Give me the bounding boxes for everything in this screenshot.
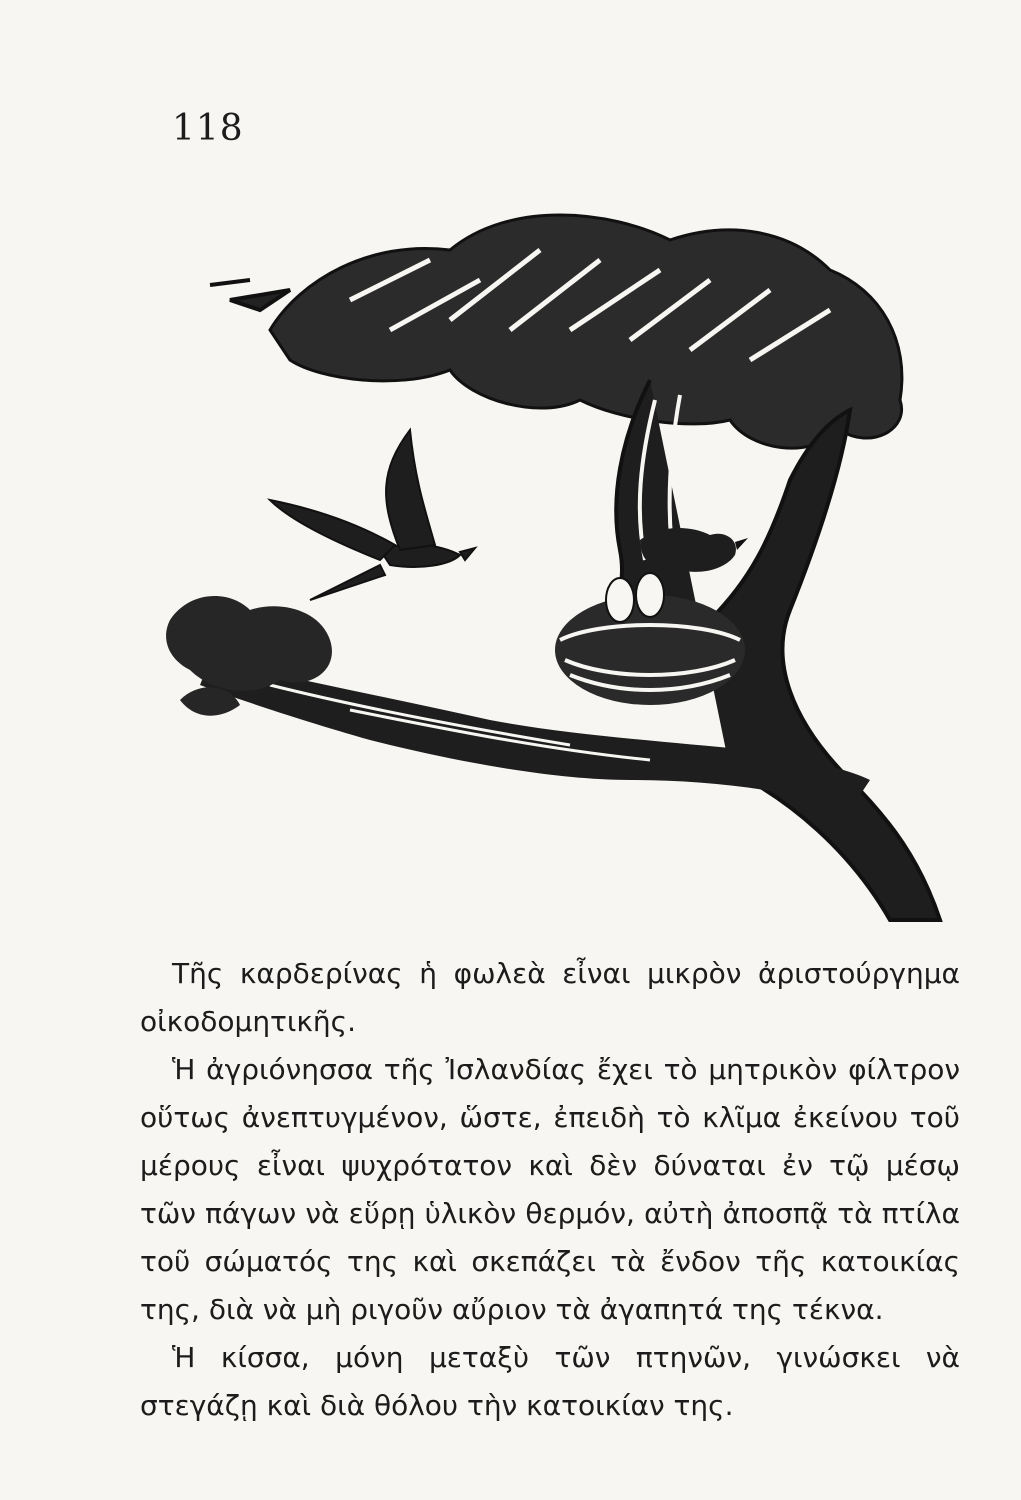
paragraph-iceland-duck: Ἡ ἀγριόνησσα τῆς Ἰσλανδίας ἔχει τὸ μητρικὸν φίλτρον οὕτως ἀνεπτυγμένον, ὥστε, ἐπειδὴ τὸ κλῖμα ἐκείνου τοῦ μέρους εἶναι ψυχρότατον καὶ δὲν δύναται ἐν τῷ μέσῳ τῶν πάγων νὰ εὕρῃ ὑλικὸν θερμόν, αὐτὴ ἀποσπᾷ τὰ πτίλα τοῦ σώματός της καὶ σκεπάζει τὰ ἔνδον τῆς κατοικίας της, διὰ νὰ μὴ ριγοῦν αὔριον τὰ ἀγαπητά της τέκνα. [140,1053,960,1326]
page-number: 118 [172,108,244,149]
paragraph-magpie: Ἡ κίσσα, μόνη μεταξὺ τῶν πτηνῶν, γινώσκει νὰ στεγάζῃ καὶ διὰ θόλου τὴν κατοικίαν της. [140,1341,960,1422]
bird-nest-illustration [150,180,950,940]
paragraph-goldfinch: Τῆς καρδερίνας ἡ φωλεὰ εἶναι μικρὸν ἀριστούργημα οἰκοδομητικῆς. [140,957,960,1038]
body-text [140,950,960,1430]
